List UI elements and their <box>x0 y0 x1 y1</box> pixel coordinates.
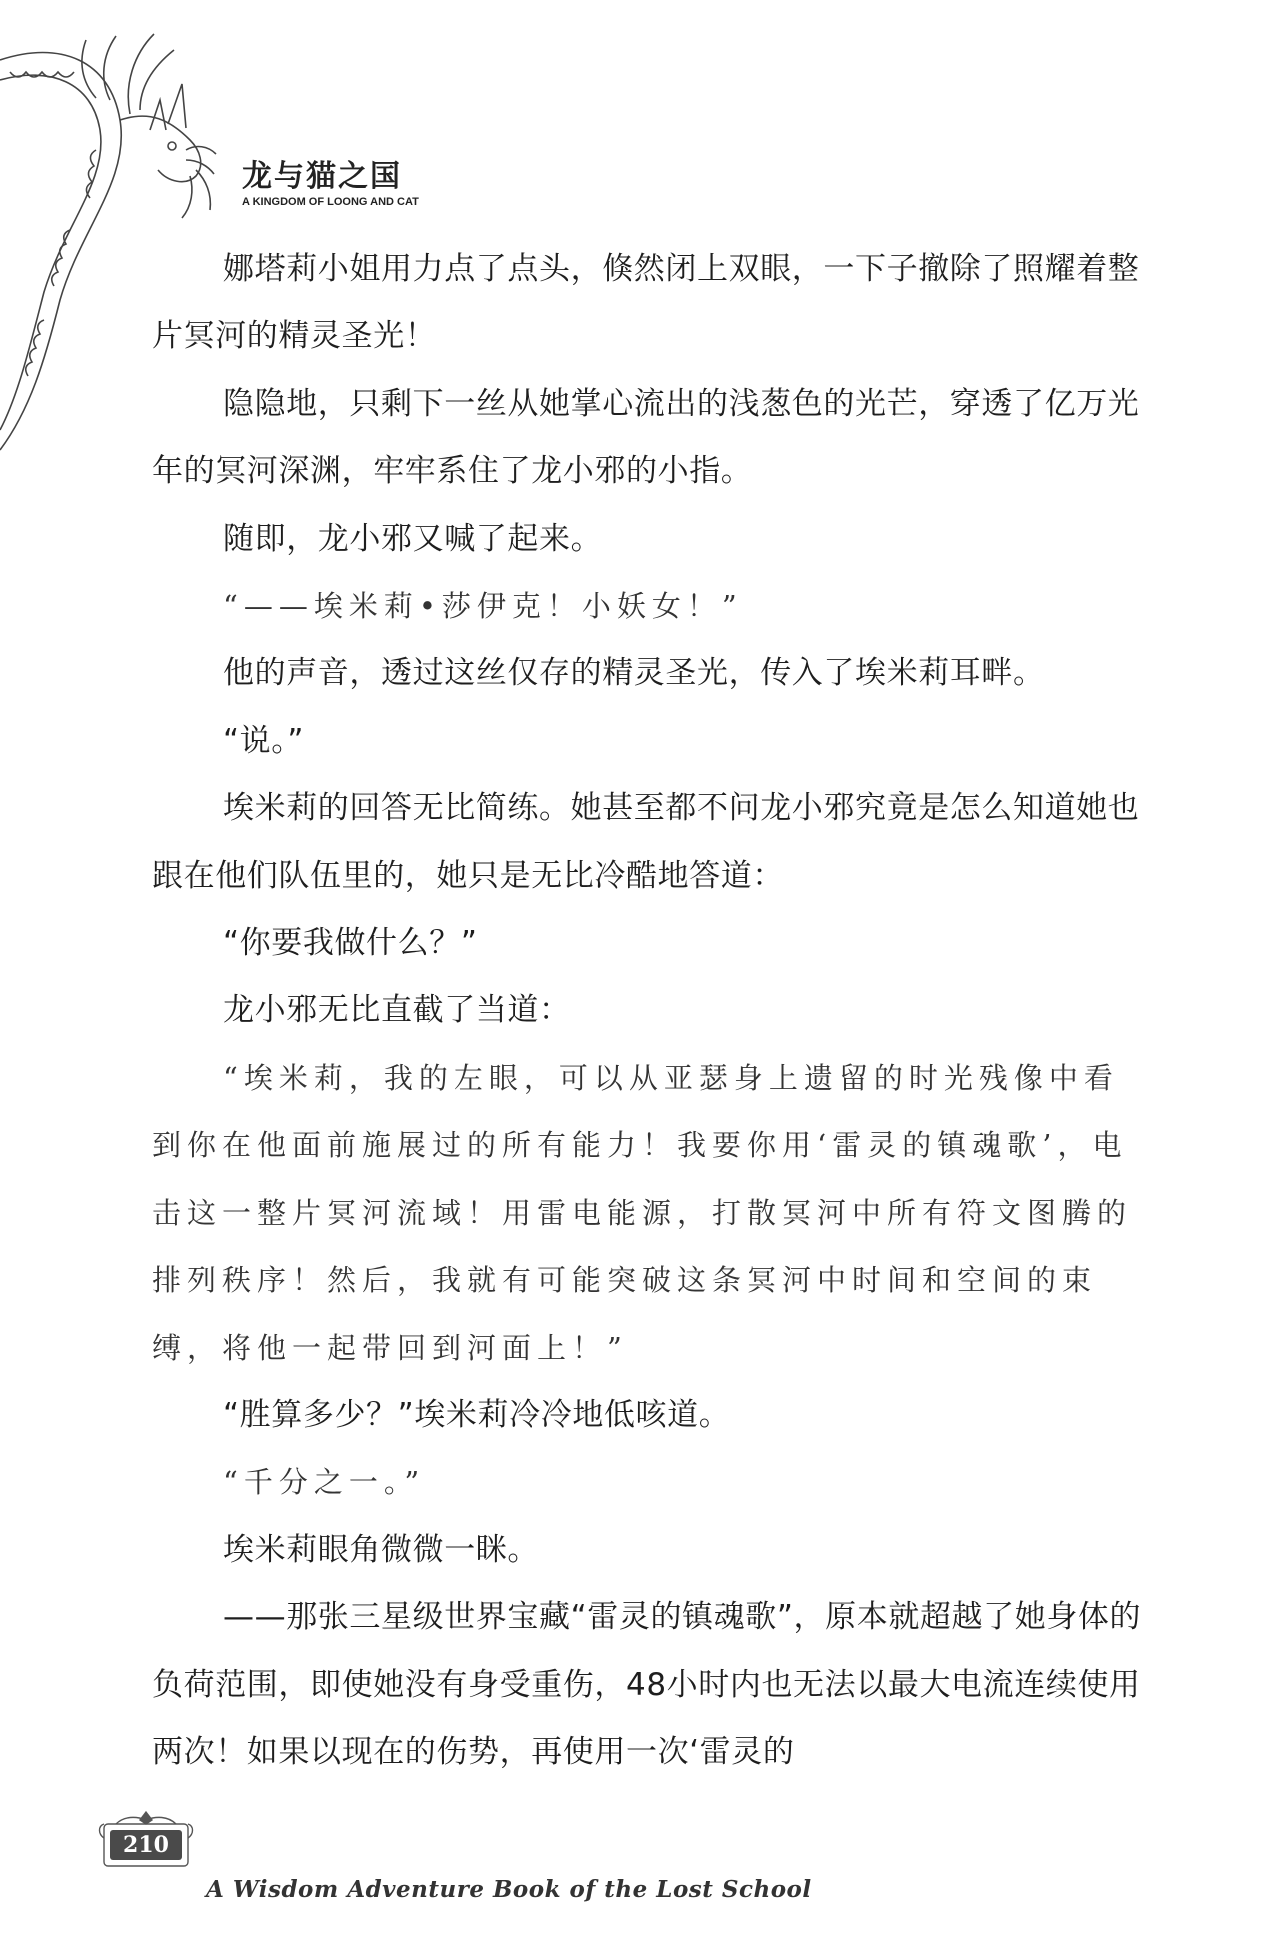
paragraph: “埃米莉，我的左眼，可以从亚瑟身上遗留的时光残像中看到你在他面前施展过的所有能力！我要你用‘雷灵的镇魂歌’，电击这一整片冥河流域！用雷电能源，打散冥河中所有符文图腾的排列秩序！然后，我就有可能突破这条冥河中时间和空间的束缚，将他一起带回到河面上！” <box>152 1060 1133 1365</box>
series-title: A Wisdom Adventure Book of the Lost School <box>206 1876 812 1903</box>
paragraph: 随即，龙小邪又喊了起来。 <box>223 520 603 557</box>
paragraph: “千分之一。” <box>223 1465 426 1500</box>
paragraph: ——那张三星级世界宝藏“雷灵的镇魂歌”，原本就超越了她身体的负荷范围，即使她没有身受重伤，48小时内也无法以最大电流连续使用两次！如果以现在的伤势，再使用一次‘雷灵的 <box>152 1599 1142 1770</box>
book-subtitle: A KINGDOM OF LOONG AND CAT <box>242 196 419 208</box>
paragraph: 龙小邪无比直截了当道： <box>223 992 571 1029</box>
paragraph: 娜塔莉小姐用力点了点头，倏然闭上双眼，一下子撤除了照耀着整片冥河的精灵圣光！ <box>152 251 1140 355</box>
paragraph: “你要我做什么？” <box>223 925 478 962</box>
running-header <box>242 160 419 208</box>
book-title: 龙与猫之国 <box>242 159 402 194</box>
paragraph: “胜算多少？”埃米莉冷冷地低咳道。 <box>223 1396 731 1433</box>
paragraph: “说。” <box>223 722 305 759</box>
paragraph: 埃米莉的回答无比简练。她甚至都不问龙小邪究竟是怎么知道她也跟在他们队伍里的，她只是无比冷酷地答道： <box>152 790 1140 894</box>
paragraph: 他的声音，透过这丝仅存的精灵圣光，传入了埃米莉耳畔。 <box>223 655 1045 692</box>
paragraph: “——埃米莉•莎伊克！小妖女！” <box>223 589 743 624</box>
body-text <box>152 236 1150 1786</box>
paragraph: 隐隐地，只剩下一丝从她掌心流出的浅葱色的光芒，穿透了亿万光年的冥河深渊，牢牢系住了龙小邪的小指。 <box>152 385 1140 490</box>
paragraph: 埃米莉眼角微微一眯。 <box>223 1531 539 1568</box>
page-number-badge <box>96 1808 196 1874</box>
page-number: 210 <box>110 1830 182 1860</box>
